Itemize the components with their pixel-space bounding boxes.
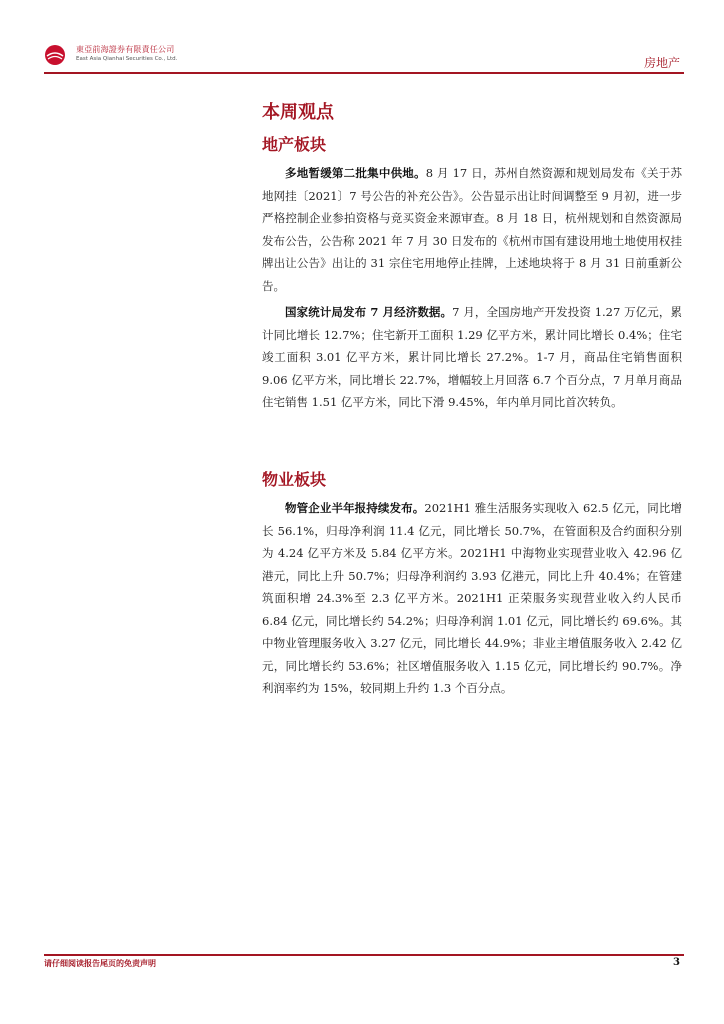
- company-name-en: East Asia Qianhai Securities Co., Ltd.: [76, 56, 178, 62]
- paragraph-land-supply: [262, 162, 682, 297]
- paragraph-stats-bureau: [262, 301, 682, 414]
- paragraph-interim-reports: [262, 497, 682, 700]
- company-name: [76, 44, 177, 63]
- section-title-real-estate: 地产板块: [262, 135, 327, 154]
- paragraph-body: 8 月 17 日，苏州自然资源和规划局发布《关于苏地网挂〔2021〕7 号公告的补充公告》。公告显示出让时间调整至 9 月初，进一步严格控制企业参拍资格与竞买资金来源审查。8 月 18 日，杭州规划和自然资源局发布公告，公告称 2021 年 7 月 30 日发布的《杭州市国有建设用地土地使用权挂牌出让公告》出让的 31 宗住宅用地停止挂牌，上述地块将于 8 月 31 日前重新公告。: [262, 166, 683, 293]
- footer-disclaimer: 请仔细阅读报告尾页的免责声明: [44, 959, 156, 968]
- paragraph-lead: 国家统计局发布 7 月经济数据。: [285, 305, 453, 319]
- page-header: [44, 40, 684, 74]
- section-title-property-services: 物业板块: [262, 470, 327, 489]
- report-category: 房地产: [643, 56, 680, 70]
- paragraph-body: 7 月，全国房地产开发投资 1.27 万亿元，累计同比增长 12.7%；住宅新开工面积 1.29 亿平方米，累计同比增长 0.4%；住宅竣工面积 3.01 亿平方米，累计同比增长 27.2%。1-7 月，商品住宅销售面积 9.06 亿平方米，同比增长 22.7%，增幅较上月回落 6.7 个百分点，7 月单月商品住宅销售 1.51 亿平方米，同比下滑 9.45%，年内单月同比首次转负。: [262, 305, 683, 409]
- company-name-cn: 東亞前海證券有限責任公司: [76, 45, 175, 54]
- header-divider: [44, 72, 684, 74]
- page-title: 本周观点: [262, 102, 334, 123]
- footer-divider: [44, 954, 684, 956]
- paragraph-lead: 多地暂缓第二批集中供地。: [285, 166, 426, 180]
- page-number: 3: [673, 957, 680, 968]
- company-logo-icon: [44, 44, 66, 66]
- paragraph-lead: 物管企业半年报持续发布。: [285, 501, 425, 515]
- paragraph-body: 2021H1 雅生活服务实现收入 62.5 亿元，同比增长 56.1%，归母净利润 11.4 亿元，同比增长 50.7%，在管面积及合约面积分别为 4.24 亿平方米及 5.84 亿平方米。2021H1 中海物业实现营业收入 42.96 亿港元，同比上升 50.7%；归母净利润约 3.93 亿港元，同比上升 40.4%；在管建筑面积增 24.3%至 2.3 亿平方米。2021H1 正荣服务实现营业收入约人民币 6.84 亿元，同比增长约 54.2%；归母净利润 1.01 亿元，同比增长约 69.6%。其中物业管理服务收入 3.27 亿元，同比增长 44.9%；非业主增值服务收入 2.42 亿元，同比增长约 53.6%；社区增值服务收入 1.15 亿元，同比增长约 90.7%。净利润率约为 15%，较同期上升约 1.3 个百分点。: [262, 501, 682, 695]
